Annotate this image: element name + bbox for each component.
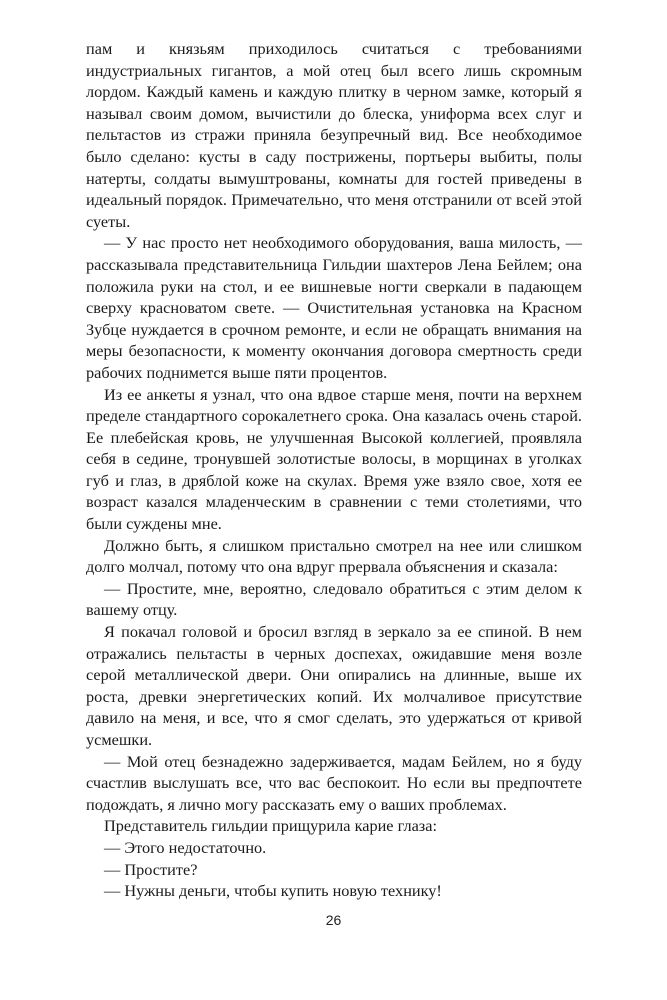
page-number: 26 [325, 912, 342, 928]
paragraph: — У нас просто нет необходимого оборудования, ваша милость, — рассказывала представительница Гильдии шахтеров Лена Бейлем; она положила руки на стол, и ее вишневые ногти сверкали в падающем сверху красноватом свете. — Очистительная установка на Красном Зубце нуждается в срочном ремонте, и если не обращать внимания на меры безопасности, к моменту окончания договора смертность среди рабочих поднимется выше пяти процентов. [86, 233, 582, 382]
paragraph: — Простите, мне, вероятно, следовало обратиться с этим делом к вашему отцу. [86, 578, 582, 620]
paragraph: Из ее анкеты я узнал, что она вдвое старше меня, почти на верхнем пределе стандартного сорокалетнего срока. Она казалась очень старой. Ее плебейская кровь, не улучшенная Высокой коллегией, проявляла себя в седине, тронувшей золотистые волосы, в морщинах в уголках губ и глаз, в дряблой коже на скулах. Время уже взяло свое, хотя ее возраст казался младенческим в сравнении с теми столетиями, что были суждены мне. [86, 384, 582, 534]
paragraph: — Этого недостаточно. [104, 837, 267, 857]
body-text [86, 38, 582, 902]
paragraph: Я покачал головой и бросил взгляд в зеркало за ее спиной. В нем отражались пельтасты в черных доспехах, ожидавшие меня возле серой металлической двери. Они опирались на длинные, выше их роста, древки энергетических копий. Их молчаливое присутствие давило на меня, и все, что я смог сделать, это удержаться от кривой усмешки. [86, 622, 582, 749]
paragraph: пам и князьям приходилось считаться с требованиями индустриальных гигантов, а мой отец был всего лишь скромным лордом. Каждый камень и каждую плитку в черном замке, который я называл своим домом, вычистили до блеска, униформа всех слуг и пельтастов из стражи приняла безупречный вид. Все необходимое было сделано: кусты в саду пострижены, портьеры выбиты, полы натерты, солдаты вымуштрованы, комнаты для гостей приведены в идеальный порядок. Примечательно, что меня отстранили от всей этой суеты. [86, 39, 582, 231]
paragraph: — Мой отец безнадежно задерживается, мадам Бейлем, но я буду счастлив выслушать все, что вас беспокоит. Но если вы предпочтете подождать, я лично могу рассказать ему о ваших проблемах. [86, 751, 582, 814]
paragraph: — Простите? [104, 859, 198, 879]
paragraph: Должно быть, я слишком пристально смотрел на нее или слишком долго молчал, потому что она вдруг прервала объяснения и сказала: [86, 535, 582, 577]
paragraph: — Нужны деньги, чтобы купить новую технику! [104, 881, 442, 901]
paragraph: Представитель гильдии прищурила карие глаза: [104, 816, 437, 836]
